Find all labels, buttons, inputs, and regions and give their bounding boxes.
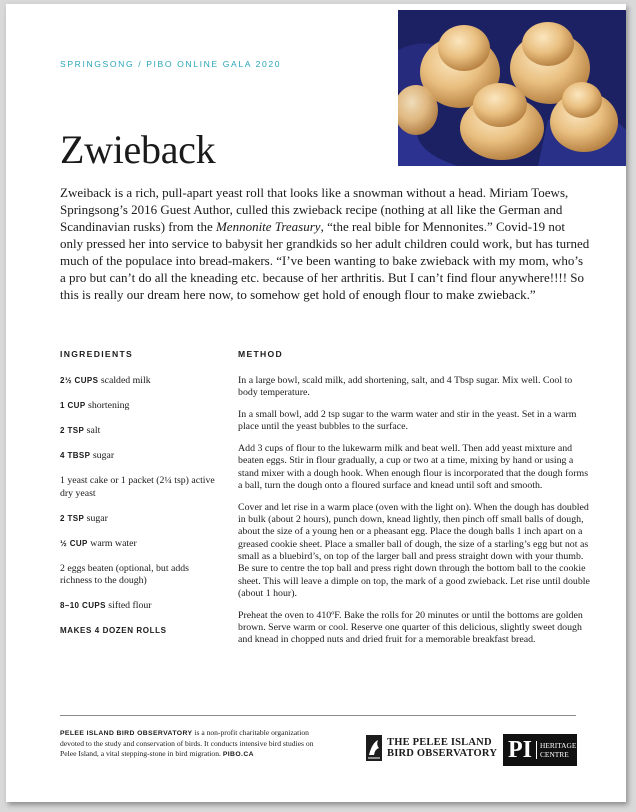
ingredient-item	[60, 475, 220, 500]
ingredient-item	[60, 400, 220, 413]
heritage-line2: CENTRE	[540, 750, 569, 759]
intro-text-2: , “the real bible for Mennonites.” Covid-19 not only pressed her into service to babysit her grandkids so her adult children could work, but has turned much of the populace into bread-makers. “I’ve been wanting to bake zwieback with my mom, who’s a pro but can’t do all the kneading etc. because of her arthritis. But I can’t find flour anywhere!!!! So this is really our dream here now, to somehow get hold of enough flour to make zwieback.”	[60, 219, 590, 302]
footer-org-name: PELEE ISLAND BIRD OBSERVATORY	[60, 730, 193, 737]
ingredient-qty: 4 TBSP	[60, 451, 91, 460]
heritage-line1: HERITAGE	[540, 741, 577, 750]
ingredient-item	[60, 425, 220, 438]
heritage-centre-logo	[503, 734, 577, 766]
yield-text: MAKES 4 DOZEN ROLLS	[60, 626, 167, 635]
method-step: Preheat the oven to 410ºF. Bake the rolls for 20 minutes or until the bottoms are golden brown. Serve warm or cool. Reserve one quarter of this delicious, slightly sweet dough and knead in chopped nuts and dried fruit for a memorable breakfast bread.	[238, 609, 583, 646]
ingredient-item	[60, 563, 220, 588]
footer-website-link[interactable]: PIBO.CA	[222, 751, 254, 759]
ingredient-item	[60, 375, 220, 388]
zwieback-photo	[398, 10, 626, 166]
ingredient-text: 1 yeast cake or 1 packet (2¼ tsp) active dry yeast	[60, 475, 215, 499]
ingredient-text: shortening	[85, 400, 130, 411]
heritage-pi-mark: PI	[508, 737, 532, 763]
footer-description: is a non-profit charitable organization devoted to the study and conservation of birds. It conducts intensive bird studies on Pelee Island, a vital stepping-stone in bird migration.	[60, 728, 314, 759]
ingredient-item	[60, 513, 220, 526]
ingredient-text: scalded milk	[98, 375, 151, 386]
pibo-logo-line2: BIRD OBSERVATORY	[387, 748, 498, 759]
ingredient-qty: 2½ CUPS	[60, 376, 99, 385]
ingredient-item	[60, 600, 220, 613]
ingredient-qty: 8–10 CUPS	[60, 601, 106, 610]
method-section	[238, 349, 590, 647]
ingredient-text: sugar	[90, 450, 115, 461]
method-heading: METHOD	[238, 349, 284, 359]
footer-divider	[60, 715, 576, 716]
recipe-intro	[60, 184, 590, 303]
footer-about	[60, 728, 320, 761]
method-step: In a small bowl, add 2 tsp sugar to the warm water and stir in the yeast. Set in a warm place until the yeast bubbles to the surface.	[238, 409, 577, 433]
recipe-page	[6, 4, 626, 802]
ingredient-qty: 2 TSP	[60, 426, 85, 435]
bird-icon	[366, 735, 382, 761]
ingredient-item	[60, 450, 220, 463]
pibo-logo-line1: THE PELEE ISLAND	[387, 737, 492, 748]
method-step: In a large bowl, scald milk, add shortening, salt, and 4 Tbsp sugar. Mix well. Cool to body temperature.	[238, 375, 573, 399]
ingredient-text: salt	[84, 425, 101, 436]
ingredient-text: 2 eggs beaten (optional, but adds richness to the dough)	[60, 562, 189, 586]
yield-note	[60, 625, 220, 638]
intro-text-1: Zweiback is a rich, pull-apart yeast roll that looks like a snowman without a head. Miriam Toews, Springsong’s 2016 Guest Author, culled this zwieback recipe (nothing at all like the German and Scandinavian rusks) from the	[60, 185, 569, 234]
ingredients-list	[60, 375, 220, 638]
book-title: Mennonite Treasury	[215, 219, 321, 234]
method-step: Cover and let rise in a warm place (oven with the light on). When the dough has doubled in bulk (about 2 hours), punch down, knead lightly, then pinch off small balls of dough, about the size of a young hen or a pheasant egg. Place the dough balls 1 inch apart on a greased cookie sheet. Place a smaller ball of dough, the size of a starling’s egg but not as small as a bluebird’s, on top of the larger ball and press straight down with your thumb. Be sure to centre the top ball and press right down through the bottom ball to the cookie sheet. This will leave a dimple on top, the mark of a good zwieback. Let rise until double (about 1 hour).	[238, 501, 590, 599]
ingredient-item	[60, 538, 220, 551]
ingredient-text: sugar	[84, 512, 108, 524]
ingredient-qty: ½ CUP	[60, 538, 88, 548]
ingredient-qty: 1 CUP	[60, 401, 86, 410]
ingredients-section	[60, 349, 220, 650]
event-eyebrow: SPRINGSONG / PIBO ONLINE GALA 2020	[60, 59, 282, 69]
ingredient-text: warm water	[87, 537, 137, 549]
ingredient-qty: 2 TSP	[60, 513, 85, 523]
ingredient-text: sifted flour	[105, 600, 152, 611]
pibo-logo	[366, 735, 497, 761]
ingredients-heading: INGREDIENTS	[60, 349, 134, 359]
method-step: Add 3 cups of flour to the lukewarm milk and beat well. Then add yeast mixture and beaten eggs. Stir in flour gradually, a cup or two at a time, mixing by hand or using a stand mixer with a dough hook. When enough flour is incorporated that the dough forms a ball, turn the dough onto a floured surface and knead until soft and smooth.	[238, 443, 589, 492]
recipe-title: Zwieback	[60, 127, 216, 172]
